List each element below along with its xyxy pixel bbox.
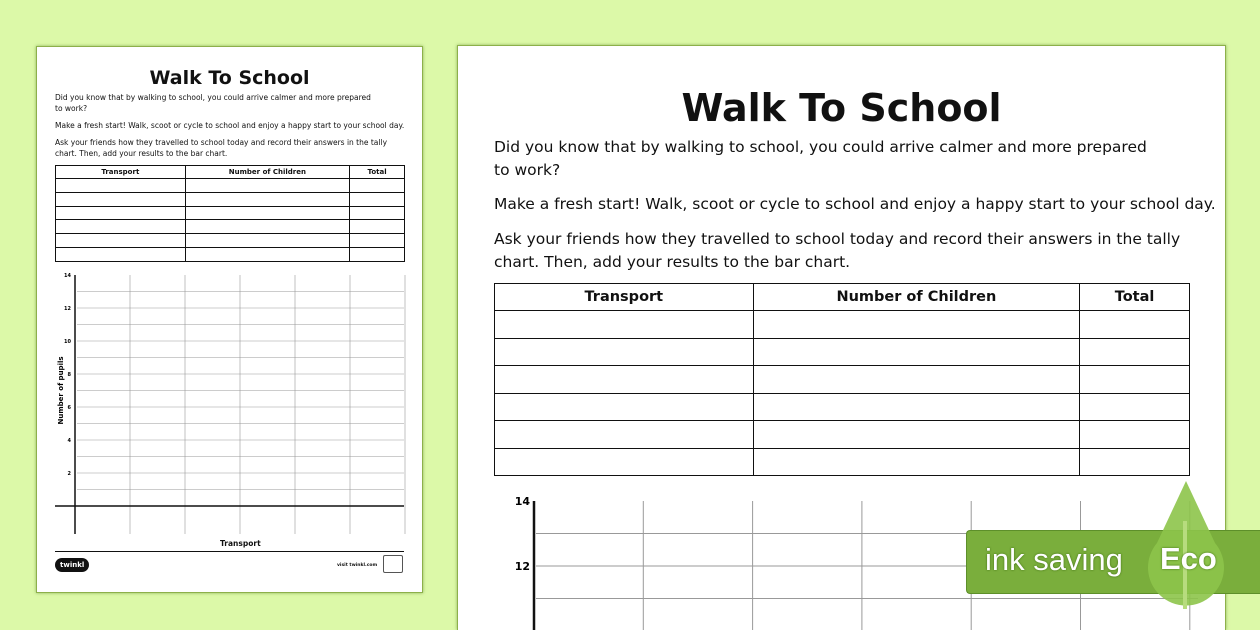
checked-icon xyxy=(383,555,403,573)
eco-label: Eco xyxy=(1160,541,1217,576)
y-tick-label: 12 xyxy=(64,305,71,312)
worksheet-thumbnail[interactable] xyxy=(36,46,423,593)
y-tick-label: 14 xyxy=(514,494,530,508)
intro-text-2: to work? xyxy=(55,104,88,113)
page-title: Walk To School xyxy=(681,86,1002,130)
fresh-start-text: Make a fresh start! Walk, scoot or cycle to school and enjoy a happy start to your school day. xyxy=(494,195,1216,213)
ask-text-2: chart. Then, add your results to the bar chart. xyxy=(55,149,228,158)
fresh-start-text: Make a fresh start! Walk, scoot or cycle to school and enjoy a happy start to your school day. xyxy=(55,121,405,130)
y-tick-label: 10 xyxy=(64,338,71,345)
column-header: Number of Children xyxy=(753,284,1079,311)
y-tick-label: 12 xyxy=(514,559,530,573)
y-tick-label: 14 xyxy=(64,272,71,279)
y-tick-label: 6 xyxy=(67,404,71,411)
x-axis-label: Transport xyxy=(220,539,261,548)
twinkl-logo: twinkl xyxy=(55,558,89,572)
y-axis-label: Number of pupils xyxy=(57,356,65,425)
badge-text: ink saving xyxy=(985,542,1123,577)
footer-divider xyxy=(55,551,404,552)
intro-text-2: to work? xyxy=(494,161,561,179)
column-header: Transport xyxy=(56,166,186,179)
column-header: Total xyxy=(350,166,405,179)
column-header: Total xyxy=(1080,284,1190,311)
y-tick-label: 2 xyxy=(67,470,71,477)
intro-text: Did you know that by walking to school, you could arrive calmer and more prepared xyxy=(494,138,1147,156)
intro-text: Did you know that by walking to school, you could arrive calmer and more prepared xyxy=(55,93,371,102)
ask-text: Ask your friends how they travelled to school today and record their answers in the tally xyxy=(55,138,388,147)
column-header: Transport xyxy=(495,284,754,311)
footer-url: visit twinkl.com xyxy=(337,563,378,568)
ask-text-2: chart. Then, add your results to the bar chart. xyxy=(494,253,851,271)
page-title: Walk To School xyxy=(149,67,310,89)
y-tick-label: 4 xyxy=(67,437,71,444)
ink-saving-badge xyxy=(966,530,1260,594)
bar-chart-grid xyxy=(37,47,423,593)
y-tick-label: 8 xyxy=(67,371,71,378)
column-header: Number of Children xyxy=(185,166,349,179)
ask-text: Ask your friends how they travelled to school today and record their answers in the tally xyxy=(494,230,1181,248)
